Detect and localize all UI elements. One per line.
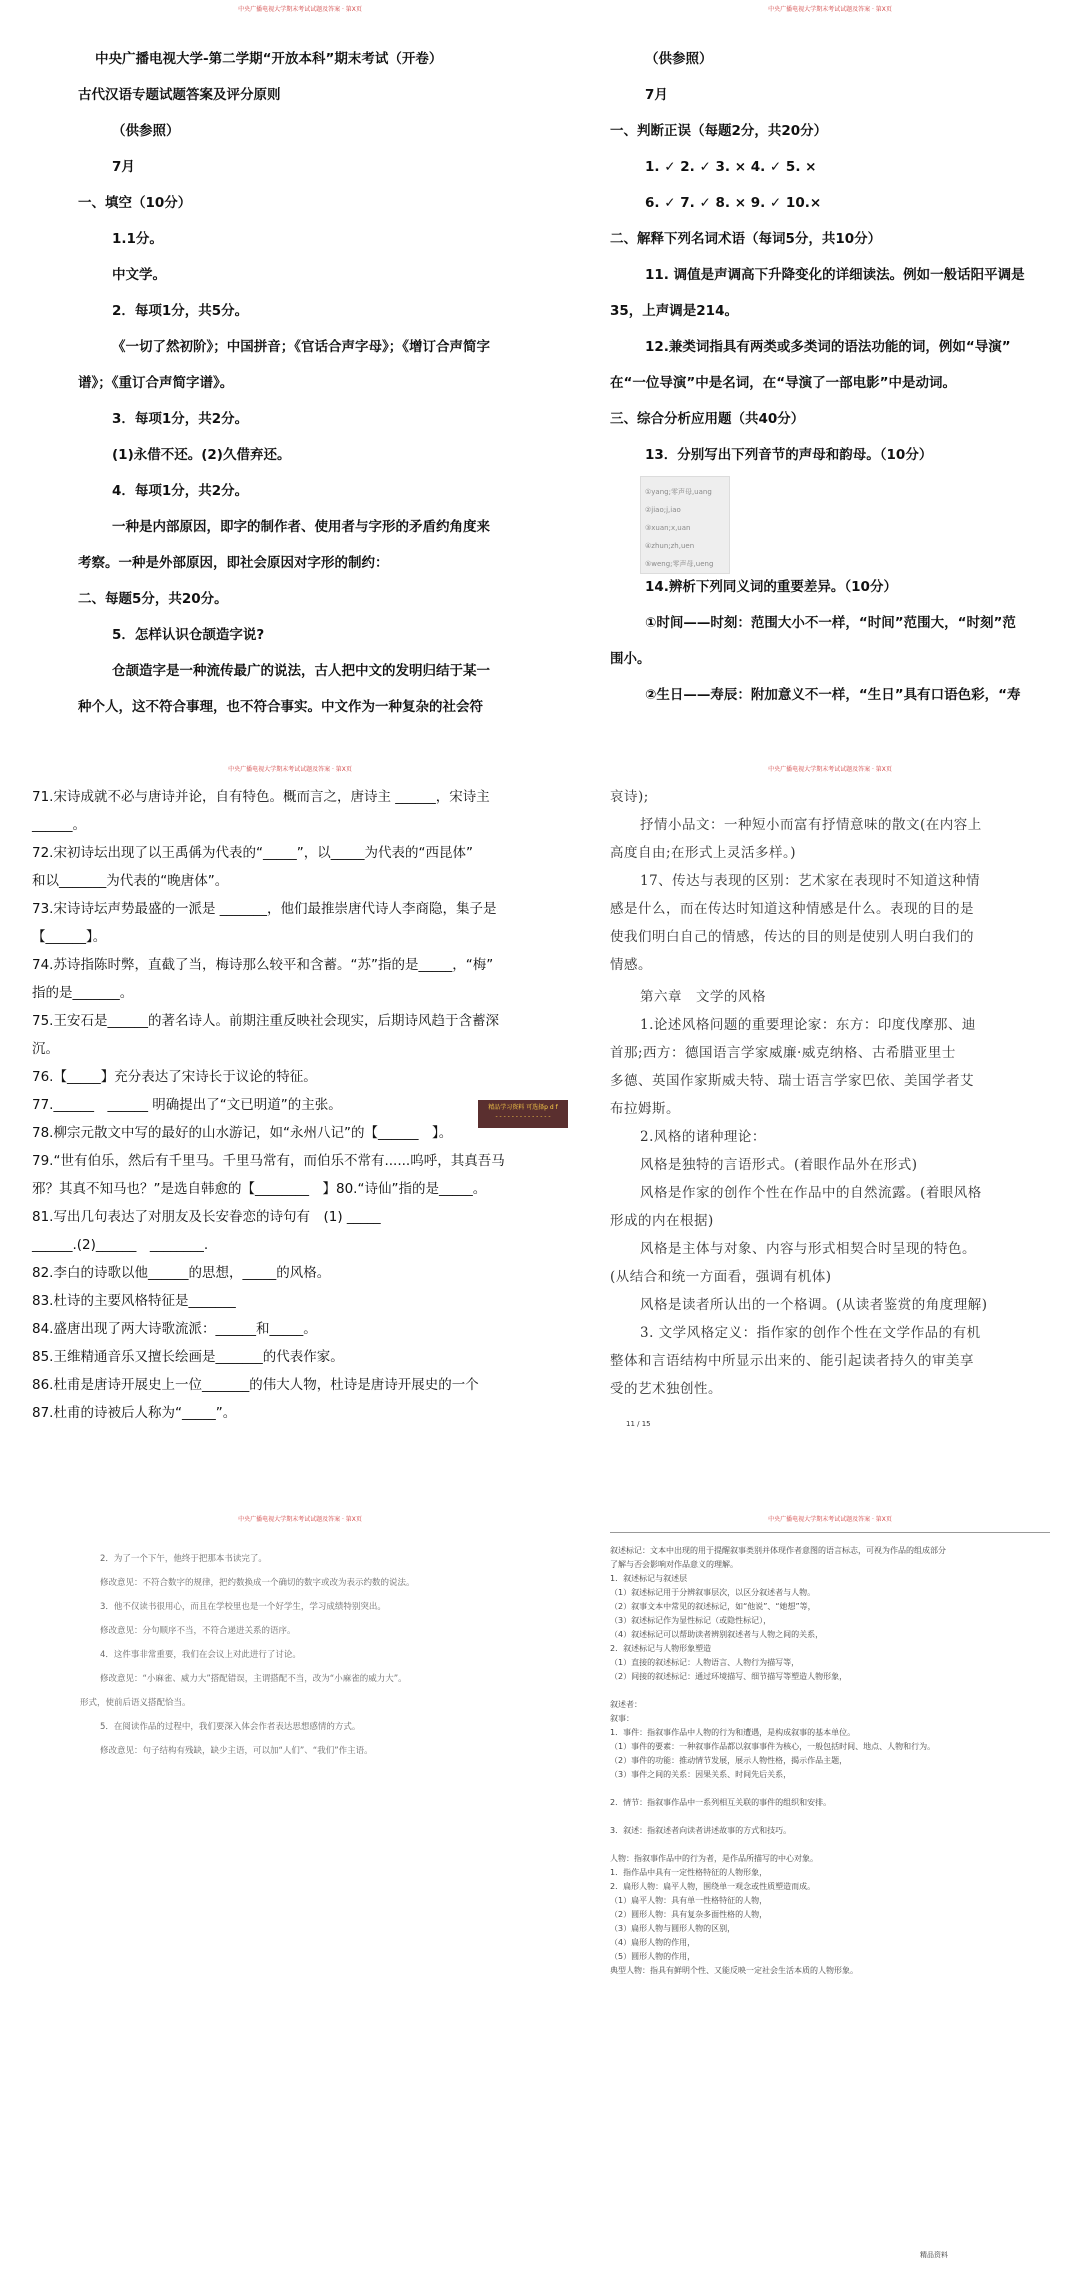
text-line: 1．事件：指叙事作品中人物的行为和遭遇，是构成叙事的基本单位。 (610, 1728, 856, 1737)
text-line: （3）扁形人物与圆形人物的区别， (610, 1924, 736, 1933)
text-line: 72.宋初诗坛出现了以王禹偁为代表的“_____”，以_____为代表的“西昆体” (32, 845, 473, 861)
text-line: 2．为了一个下午，他终于把那本书读完了。 (100, 1554, 267, 1564)
text-line: 情感。 (610, 957, 652, 973)
text-line: （1）扁平人物：具有单一性格特征的人物， (610, 1896, 768, 1905)
text-line: ______.(2)______ ________. (32, 1237, 209, 1253)
text-line: ①时间——时刻：范围大小不一样，“时间”范围大，“时刻”范 (645, 615, 1016, 631)
exam-title: 中央广播电视大学-第二学期“开放本科”期末考试（开卷） (95, 51, 443, 67)
text-line: 布拉姆斯。 (610, 1101, 680, 1117)
section-heading: 三、综合分析应用题（共40分） (610, 411, 805, 427)
text-line: 风格是作家的创作个性在作品中的自然流露。(着眼风格 (640, 1185, 982, 1201)
syllable-answer-image (640, 476, 730, 574)
text-line: 3．每项1分，共2分。 (112, 411, 249, 427)
text-line: （2）事件的功能：推动情节发展，展示人物性格，揭示作品主题， (610, 1756, 848, 1765)
watermark-text: - - - - - - - - - - - - - - (495, 1113, 551, 1120)
text-line: 一种是内部原因，即字的制作者、使用者与字形的矛盾约角度来 (112, 519, 490, 535)
image-text: ⑤weng;零声母,ueng (645, 560, 714, 568)
text-line: 叙述标记：文本中出现的用于提醒叙事类别并体现作者意图的语言标志，可视为作品的组成部分 (610, 1546, 946, 1555)
text-line: 人物：指叙事作品中的行为者，是作品所描写的中心对象。 (610, 1854, 818, 1863)
text-line: 83.杜诗的主要风格特征是_______ (32, 1293, 236, 1309)
text-line: 84.盛唐出现了两大诗歌流派：______和_____。 (32, 1321, 317, 1337)
text-line: 86.杜甫是唐诗开展史上一位_______的伟大人物，杜诗是唐诗开展史的一个 (32, 1377, 479, 1393)
text-line: （2）叙事文本中常见的叙述标记，如“他说”、“她想”等， (610, 1602, 816, 1611)
answer-row: 1. ✓ 2. ✓ 3. × 4. ✓ 5. × (645, 159, 817, 175)
section-heading: 一、判断正误（每题2分，共20分） (610, 123, 828, 139)
subtitle: 古代汉语专题试题答案及评分原则 (78, 87, 281, 103)
text-line: 74.苏诗指陈时弊，直截了当，梅诗那么较平和含蓄。“苏”指的是_____，“梅” (32, 957, 494, 973)
text-line: 《一切了然初阶》；中国拼音；《官话合声字母》；《增订合声简字 (112, 339, 490, 355)
text-line: （4）扁形人物的作用， (610, 1938, 696, 1947)
text-line: 整体和言语结构中所显示出来的、能引起读者持久的审美享 (610, 1353, 974, 1369)
text-line: （3）事件之间的关系：因果关系、时间先后关系， (610, 1770, 792, 1779)
image-text: ③xuan;x,uan (645, 524, 691, 532)
text-line: 2．扁形人物：扁平人物，围绕单一观念或性质塑造而成。 (610, 1882, 816, 1891)
month: 7月 (645, 87, 668, 103)
text-line: （3）叙述标记作为显性标记（或隐性标记）， (610, 1616, 772, 1625)
text-line: ______。 (32, 817, 86, 833)
text-line: 修改意见：不符合数字的规律，把约数换成一个确切的数字或改为表示约数的说法。 (100, 1578, 415, 1588)
question: 13．分别写出下列音节的声母和韵母。（10分） (645, 447, 933, 463)
text-line: 风格是主体与对象、内容与形式相契合时呈现的特色。 (640, 1241, 976, 1257)
text-line: 多德、英国作家斯威夫特、瑞士语言学家巴依、美国学者艾 (610, 1073, 974, 1089)
chapter-heading: 第六章 文学的风格 (640, 989, 766, 1005)
text-line: 79.“世有伯乐，然后有千里马。千里马常有，而伯乐不常有......呜呼，其真吾马 (32, 1153, 505, 1169)
text-line: 感是什么，而在传达时知道这种情感是什么。表现的目的是 (610, 901, 974, 917)
question: 14.辨析下列同义词的重要差异。（10分） (645, 579, 897, 595)
text-line: 17、传达与表现的区别：艺术家在表现时不知道这种情 (640, 873, 981, 889)
text-line: （2）间接的叙述标记：通过环境描写、细节描写等塑造人物形象， (610, 1672, 848, 1681)
text-line: （4）叙述标记可以帮助读者辨别叙述者与人物之间的关系， (610, 1630, 824, 1639)
text-line: ②生日——寿辰：附加意义不一样，“生日”具有口语色彩，“寿 (645, 687, 1021, 703)
text-line: 沉。 (32, 1041, 59, 1057)
page-number: 11 / 15 (626, 1420, 651, 1428)
page-header-strip: 中央广播电视大学期末考试试题及答案 · 第X页 (768, 766, 892, 773)
text-line: 【______】。 (32, 929, 107, 945)
text-line: 1．指作品中具有一定性格特征的人物形象， (610, 1868, 768, 1877)
text-line: 4．这件事非常重要，我们在会议上对此进行了讨论。 (100, 1650, 301, 1660)
text-line: 82.李白的诗歌以他______的思想，_____的风格。 (32, 1265, 331, 1281)
text-line: 考察。一种是外部原因，即社会原因对字形的制约： (78, 555, 389, 571)
text-line: 2．叙述标记与人物形象塑造 (610, 1644, 712, 1653)
image-text: ④zhun;zh,uen (645, 542, 695, 550)
document-page-1 (40, 0, 560, 730)
text-line: 形成的内在根据) (610, 1213, 714, 1229)
text-line: 高度自由;在形式上灵活多样。) (610, 845, 797, 861)
page-header-strip: 中央广播电视大学期末考试试题及答案 · 第X页 (768, 1516, 892, 1523)
text-line: 修改意见：分句顺序不当，不符合递进关系的语序。 (100, 1626, 296, 1636)
text-line: (从结合和统一方面看，强调有机体) (610, 1269, 832, 1285)
text-line: 12.兼类词指具有两类或多类词的语法功能的词，例如“导演” (645, 339, 1011, 355)
text-line: 77.______ ______ 明确提出了“文已明道”的主张。 (32, 1097, 342, 1113)
text-line: 形式，使前后语义搭配恰当。 (80, 1698, 191, 1708)
text-line: 75.王安石是______的著名诗人。前期注重反映社会现实，后期诗风趋于含蓄深 (32, 1013, 499, 1029)
text-line: 修改意见：句子结构有残缺，缺少主语，可以加“人们”、“我们”作主语。 (100, 1746, 373, 1756)
text-line: 78.柳宗元散文中写的最好的山水游记，如“永州八记”的【______ 】。 (32, 1125, 453, 1141)
text-line: 抒情小品文：一种短小而富有抒情意味的散文(在内容上 (640, 817, 982, 833)
text-line: 81.写出几句表达了对朋友及长安眷恋的诗句有 (1) _____ (32, 1209, 381, 1225)
document-page-4 (600, 760, 1060, 1480)
text-line: 11. 调值是声调高下升降变化的详细读法。例如一般话阳平调是 (645, 267, 1025, 283)
text-line: 1.1分。 (112, 231, 163, 247)
text-line: 35，上声调是214。 (610, 303, 738, 319)
reference-note: （供参照） (645, 51, 713, 67)
text-line: （2）圆形人物：具有复杂多面性格的人物， (610, 1910, 768, 1919)
page-footer: 精品资料 (920, 2251, 948, 2259)
document-page-5 (40, 1510, 560, 2290)
page-header-strip: 中央广播电视大学期末考试试题及答案 · 第X页 (238, 1516, 362, 1523)
text-line: 4．每项1分，共2分。 (112, 483, 249, 499)
watermark-text: 精品学习资料 可选择p d f (488, 1104, 558, 1111)
text-line: 3．他不仅读书很用心，而且在学校里也是一个好学生，学习成绩特别突出。 (100, 1602, 386, 1612)
page-header-strip: 中央广播电视大学期末考试试题及答案 · 第X页 (228, 766, 352, 773)
text-line: 典型人物：指具有鲜明个性、又能反映一定社会生活本质的人物形象。 (610, 1966, 858, 1975)
text-line: 了解与否会影响对作品意义的理解。 (610, 1560, 738, 1569)
document-page-2 (600, 0, 1060, 730)
text-line: 指的是_______。 (32, 985, 134, 1001)
section-heading: 一、填空（10分） (78, 195, 192, 211)
text-line: 中文学。 (112, 267, 166, 283)
text-line: 5．在阅读作品的过程中，我们要深入体会作者表达思想感情的方式。 (100, 1722, 361, 1732)
text-line: 73.宋诗诗坛声势最盛的一派是 _______，他们最推崇唐代诗人李商隐，集子是 (32, 901, 497, 917)
watermark-badge (478, 1100, 568, 1128)
text-line: 风格是读者所认出的一个格调。(从读者鉴赏的角度理解) (640, 1297, 988, 1313)
text-line: 围小。 (610, 651, 651, 667)
text-line: 87.杜甫的诗被后人称为“_____”。 (32, 1405, 237, 1421)
text-line: 受的艺术独创性。 (610, 1381, 722, 1397)
text-line: 种个人，这不符合事理，也不符合事实。中文作为一种复杂的社会符 (78, 699, 483, 715)
text-line: 邪？其真不知马也？”是选自韩愈的【________ 】80.“诗仙”指的是_____。 (32, 1181, 487, 1197)
page-header-strip: 中央广播电视大学期末考试试题及答案 · 第X页 (768, 6, 892, 13)
section-heading: 二、每题5分，共20分。 (78, 591, 228, 607)
text-line: 3. 文学风格定义：指作家的创作个性在文学作品的有机 (640, 1325, 981, 1341)
text-line: 首那;西方：德国语言学家威廉·威克纳格、古希腊亚里士 (610, 1045, 956, 1061)
text-line: （1）直接的叙述标记：人物语言、人物行为描写等， (610, 1658, 800, 1667)
text-line: 叙事： (610, 1714, 634, 1723)
text-line: 谱》；《重订合声简字谱》。 (78, 375, 234, 391)
text-line: 风格是独特的言语形式。(着眼作品外在形式) (640, 1157, 918, 1173)
text-line: 使我们明白自己的情感，传达的目的则是使别人明白我们的 (610, 929, 974, 945)
month: 7月 (112, 159, 135, 175)
text-line: 2．每项1分，共5分。 (112, 303, 249, 319)
section-heading: 二、解释下列名词术语（每词5分，共10分） (610, 231, 882, 247)
text-line: 3．叙述：指叙述者向读者讲述故事的方式和技巧。 (610, 1826, 792, 1835)
text-line: 1.论述风格问题的重要理论家：东方：印度伐摩那、迪 (640, 1017, 976, 1033)
header-rule (610, 1532, 1050, 1533)
document-page-6 (600, 1510, 1060, 2290)
image-text: ①yang;零声母,uang (645, 488, 712, 496)
text-line: 在“一位导演”中是名词，在“导演了一部电影”中是动词。 (610, 375, 956, 391)
text-line: 叙述者： (610, 1700, 642, 1709)
page-header-strip: 中央广播电视大学期末考试试题及答案 · 第X页 (238, 6, 362, 13)
text-line: 仓颉造字是一种流传最广的说法，古人把中文的发明归结于某一 (112, 663, 490, 679)
image-text: ②jiao;j,iao (645, 506, 681, 514)
text-line: （1）叙述标记用于分辨叙事层次，以区分叙述者与人物。 (610, 1588, 816, 1597)
text-line: （1）事件的要素：一种叙事作品都以叙事事件为核心，一般包括时间、地点、人物和行为。 (610, 1742, 936, 1751)
answer-row: 6. ✓ 7. ✓ 8. × 9. ✓ 10.× (645, 195, 822, 211)
text-line: 哀诗); (610, 789, 649, 805)
text-line: 76.【_____】充分表达了宋诗长于议论的特征。 (32, 1069, 317, 1085)
text-line: 2.风格的诸种理论： (640, 1129, 766, 1145)
reference-note: （供参照） (112, 123, 180, 139)
text-line: 71.宋诗成就不必与唐诗并论，自有特色。概而言之，唐诗主 ______，宋诗主 (32, 789, 490, 805)
text-line: 85.王维精通音乐又擅长绘画是_______的代表作家。 (32, 1349, 344, 1365)
text-line: 和以_______为代表的“晚唐体”。 (32, 873, 229, 889)
text-line: 1．叙述标记与叙述层 (610, 1574, 688, 1583)
question: 5．怎样认识仓颉造字说? (112, 627, 265, 643)
text-line: 2．情节：指叙事作品中一系列相互关联的事件的组织和安排。 (610, 1798, 832, 1807)
text-line: 修改意见：“小麻雀、威力大”搭配错误，主谓搭配不当，改为“小麻雀的威力大”。 (100, 1674, 407, 1684)
text-line: （5）圆形人物的作用， (610, 1952, 696, 1961)
text-line: (1)永借不还。(2)久借弃还。 (112, 447, 291, 463)
